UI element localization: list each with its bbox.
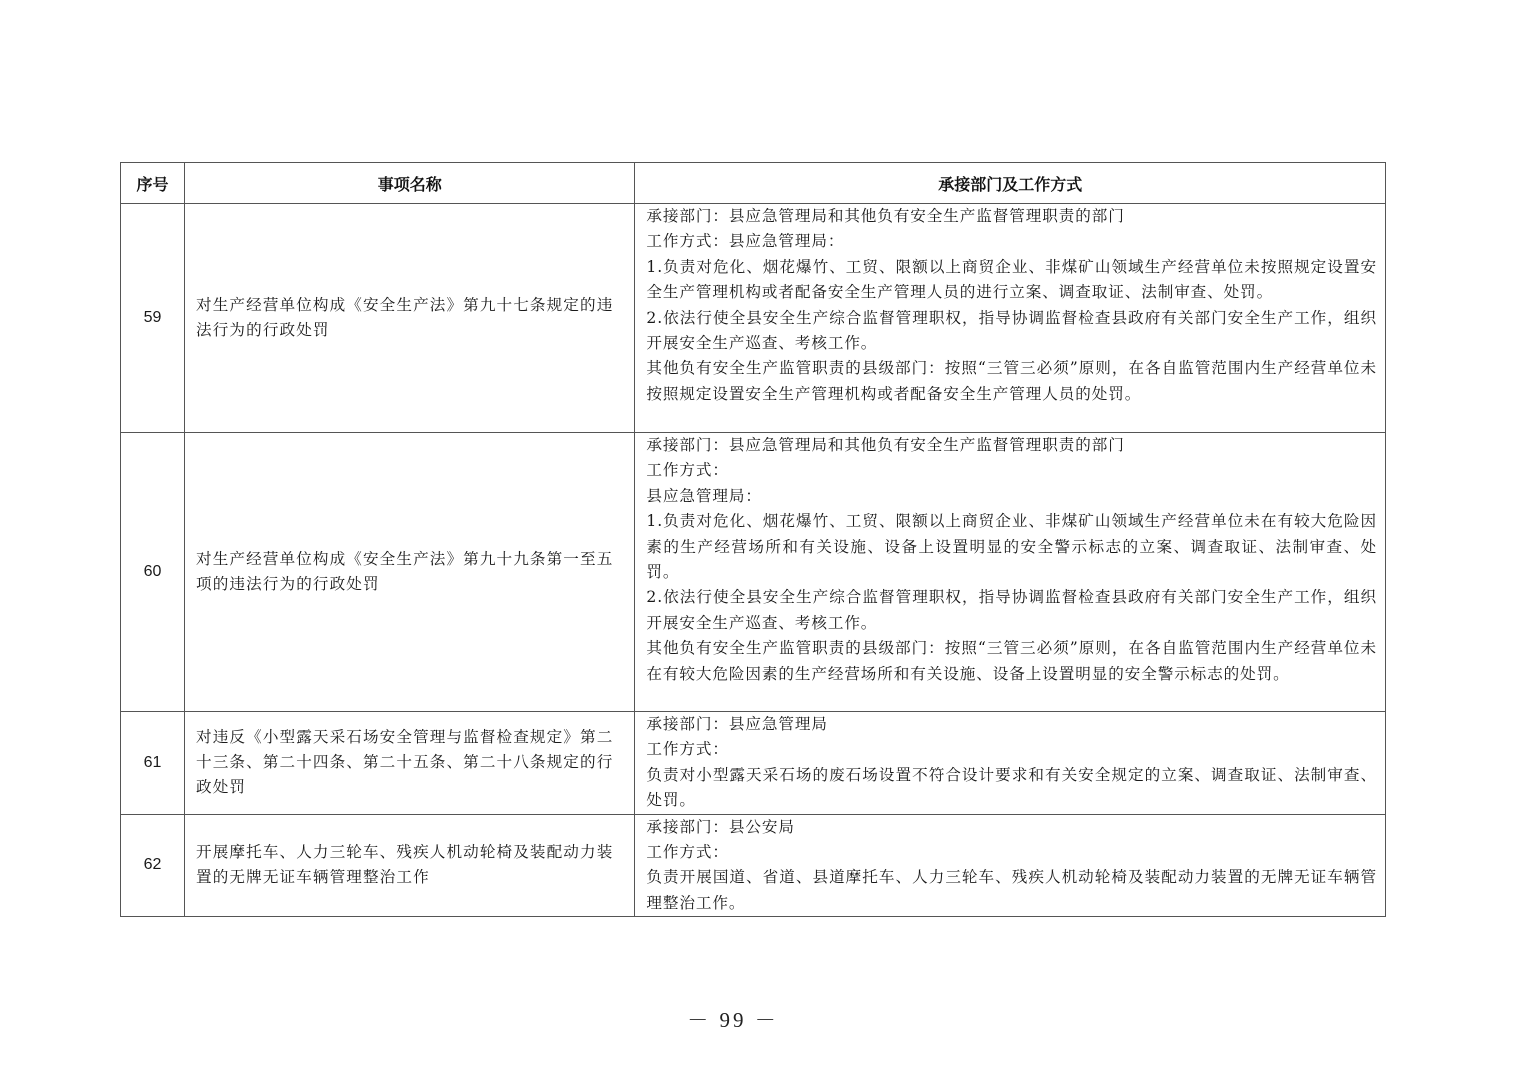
table-row [121, 433, 1386, 712]
row-serial-number: 62 [121, 814, 185, 917]
row-matter-name: 对违反《小型露天采石场安全管理与监督检查规定》第二十三条、第二十四条、第二十五条、第二十八条规定的行政处罚 [185, 712, 635, 815]
row-serial-number: 61 [121, 712, 185, 815]
dept-line: 其他负有安全生产监管职责的县级部门：按照“三管三必须”原则，在各自监管范围内生产经营单位未按照规定设置安全生产管理机构或者配备安全生产管理人员的处罚。 [646, 359, 1377, 403]
dept-line: 2.依法行使全县安全生产综合监督管理职权，指导协调监督检查县政府有关部门安全生产工作，组织开展安全生产巡查、考核工作。 [646, 308, 1377, 353]
row-department-method [635, 814, 1386, 917]
dept-line: 1.负责对危化、烟花爆竹、工贸、限额以上商贸企业、非煤矿山领域生产经营单位未在有较大危险因素的生产经营场所和有关设施、设备上设置明显的安全警示标志的立案、调查取证、法制审查、处罚。 [646, 512, 1377, 582]
header-matter-name: 事项名称 [185, 163, 635, 204]
matters-table [120, 162, 1386, 917]
dept-line: 县应急管理局： [646, 486, 762, 505]
header-department-method: 承接部门及工作方式 [635, 163, 1386, 204]
dept-line: 1.负责对危化、烟花爆竹、工贸、限额以上商贸企业、非煤矿山领域生产经营单位未按照规定设置安全生产管理机构或者配备安全生产管理人员的进行立案、调查取证、法制审查、处罚。 [646, 257, 1377, 302]
row-serial-number: 59 [121, 204, 185, 433]
dept-line: 承接部门：县公安局 [646, 817, 795, 836]
row-matter-name: 对生产经营单位构成《安全生产法》第九十七条规定的违法行为的行政处罚 [185, 204, 635, 433]
page-number: － 99 － [687, 1008, 779, 1032]
dept-line: 工作方式： [646, 461, 729, 480]
row-serial-number: 60 [121, 433, 185, 712]
dept-line: 工作方式： [646, 740, 729, 759]
row-department-method [635, 712, 1386, 815]
dept-line: 承接部门：县应急管理局和其他负有安全生产监督管理职责的部门 [646, 436, 1125, 454]
dept-line: 承接部门：县应急管理局 [646, 715, 828, 733]
dept-line: 工作方式： [646, 843, 729, 862]
row-department-method [635, 433, 1386, 712]
table-row [121, 204, 1386, 433]
row-matter-name: 开展摩托车、人力三轮车、残疾人机动轮椅及装配动力装置的无牌无证车辆管理整治工作 [185, 814, 635, 917]
row-matter-name: 对生产经营单位构成《安全生产法》第九十九条第一至五项的违法行为的行政处罚 [185, 433, 635, 712]
table-header-row [121, 163, 1386, 204]
dept-line: 负责开展国道、省道、县道摩托车、人力三轮车、残疾人机动轮椅及装配动力装置的无牌无证车辆管理整治工作。 [646, 868, 1377, 912]
table-row [121, 814, 1386, 917]
dept-line: 工作方式：县应急管理局： [646, 232, 845, 251]
dept-line: 其他负有安全生产监管职责的县级部门：按照“三管三必须”原则，在各自监管范围内生产经营单位未在有较大危险因素的生产经营场所和有关设施、设备上设置明显的安全警示标志的处罚。 [646, 639, 1377, 683]
dept-line: 承接部门：县应急管理局和其他负有安全生产监督管理职责的部门 [646, 207, 1125, 225]
header-serial-number: 序号 [121, 163, 185, 204]
dept-line: 2.依法行使全县安全生产综合监督管理职权，指导协调监督检查县政府有关部门安全生产工作，组织开展安全生产巡查、考核工作。 [646, 588, 1377, 632]
table-row [121, 712, 1386, 815]
row-department-method [635, 204, 1386, 433]
dept-line: 负责对小型露天采石场的废石场设置不符合设计要求和有关安全规定的立案、调查取证、法制审查、处罚。 [646, 765, 1377, 810]
